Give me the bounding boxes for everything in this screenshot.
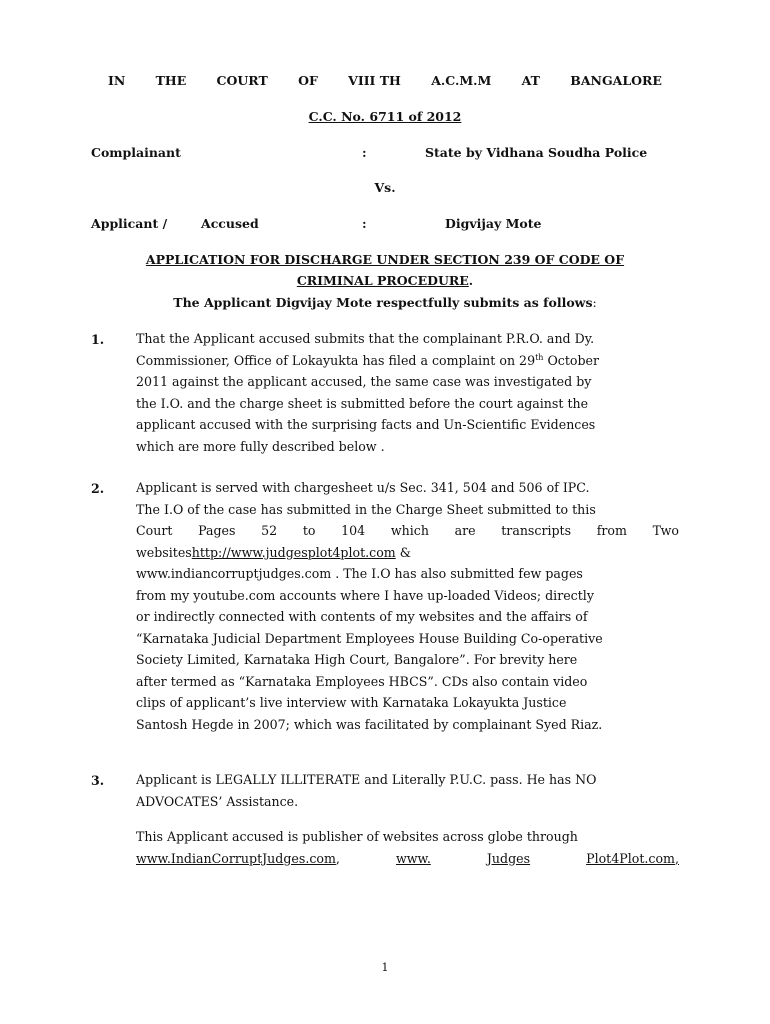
para-line-text: websites bbox=[136, 544, 192, 560]
website-link-text[interactable]: Plot4Plot.com bbox=[586, 850, 675, 866]
heading-word: IN bbox=[108, 73, 126, 88]
word: Court bbox=[136, 523, 173, 538]
application-title-line2 bbox=[0, 273, 770, 288]
para-line: Santosh Hegde in 2007; which was facilitated by complainant Syed Riaz. bbox=[136, 716, 603, 732]
paragraph-3 bbox=[136, 769, 679, 812]
para-line: applicant accused with the surprising facts and Un-Scientific Evidences bbox=[136, 417, 596, 432]
complainant-colon: : bbox=[362, 145, 367, 160]
word: Pages bbox=[198, 523, 236, 538]
para-line-text: Commissioner, Office of Lokayukta has filed a complaint on 29 bbox=[136, 352, 536, 368]
para-line bbox=[136, 848, 679, 870]
website-link-part[interactable]: Judges bbox=[486, 850, 531, 866]
intro-suffix: : bbox=[592, 295, 597, 310]
para-number: 3. bbox=[91, 773, 105, 788]
accused-label: Accused bbox=[201, 216, 259, 231]
applicant-label: Applicant / bbox=[91, 216, 168, 231]
para-line: Society Limited, Karnataka High Court, Bangalore”. For brevity here bbox=[136, 652, 578, 667]
para-line bbox=[136, 520, 679, 542]
application-title: APPLICATION FOR DISCHARGE UNDER SECTION 239 OF CODE OF bbox=[145, 252, 625, 267]
para-line: Applicant is served with chargesheet u/s Sec. 341, 504 and 506 of IPC. bbox=[136, 480, 590, 495]
page-number: 1 bbox=[381, 961, 389, 974]
para-line: 2011 against the applicant accused, the same case was investigated by bbox=[136, 374, 592, 389]
heading-word: BANGALORE bbox=[570, 73, 662, 88]
heading-word: A.C.M.M bbox=[431, 73, 492, 88]
title-line2-text: CRIMINAL PROCEDURE bbox=[296, 273, 469, 288]
intro-text: The Applicant Digvijay Mote respectfully submits as follows bbox=[173, 295, 593, 310]
complainant-value: State by Vidhana Soudha Police bbox=[425, 145, 648, 160]
website-link-part[interactable]: www. bbox=[395, 850, 431, 866]
word: from bbox=[596, 523, 627, 538]
website-link[interactable]: http://www.judgesplot4plot.com bbox=[191, 544, 396, 560]
heading-word: VIII TH bbox=[348, 73, 401, 88]
para-line: clips of applicant’s live interview with Karnataka Lokayukta Justice bbox=[136, 695, 567, 710]
para-line: from my youtube.com accounts where I have up-loaded Videos; directly bbox=[136, 587, 594, 603]
para-line bbox=[136, 542, 679, 564]
website-link[interactable]: www.IndianCorruptJudges.com bbox=[136, 850, 336, 866]
applicant-colon: : bbox=[362, 216, 367, 231]
para-line: after termed as “Karnataka Employees HBCS”. CDs also contain video bbox=[136, 673, 588, 689]
word: which bbox=[390, 523, 429, 538]
court-heading bbox=[108, 73, 662, 88]
heading-word: THE bbox=[155, 73, 187, 88]
word: are bbox=[454, 523, 476, 538]
para-number: 1. bbox=[91, 332, 105, 347]
comma: , bbox=[674, 850, 679, 866]
para-line: which are more fully described below . bbox=[136, 438, 385, 454]
word: to bbox=[302, 523, 316, 538]
paragraph-2 bbox=[136, 477, 679, 735]
intro-line bbox=[0, 295, 770, 310]
para-line: the I.O. and the charge sheet is submitted before the court against the bbox=[136, 395, 589, 411]
para-line: This Applicant accused is publisher of websites across globe through bbox=[136, 829, 578, 844]
website-link-part[interactable] bbox=[586, 848, 679, 870]
para-line: “Karnataka Judicial Department Employees House Building Co-operative bbox=[136, 630, 603, 646]
para-number: 2. bbox=[91, 481, 105, 496]
para-line: ADVOCATES’ Assistance. bbox=[136, 793, 299, 809]
word: Two bbox=[652, 523, 679, 538]
superscript: th bbox=[535, 352, 544, 362]
para-line-text: & bbox=[395, 544, 411, 560]
para-line: Applicant is LEGALLY ILLITERATE and Literally P.U.C. pass. He has NO bbox=[136, 772, 597, 787]
word: 104 bbox=[341, 523, 366, 538]
complainant-label: Complainant bbox=[91, 145, 181, 160]
paragraph-4 bbox=[136, 826, 679, 869]
para-line: The I.O of the case has submitted in the Charge Sheet submitted to this bbox=[136, 501, 596, 517]
para-line: www.indiancorruptjudges.com . The I.O has also submitted few pages bbox=[136, 566, 583, 581]
para-line bbox=[136, 350, 679, 372]
heading-word: AT bbox=[521, 73, 540, 88]
versus: Vs. bbox=[374, 180, 396, 195]
heading-word: COURT bbox=[216, 73, 268, 88]
paragraph-1 bbox=[136, 328, 679, 457]
word: transcripts bbox=[501, 523, 572, 538]
word: 52 bbox=[261, 523, 278, 538]
title-line2-suffix: . bbox=[468, 273, 474, 288]
para-line: That the Applicant accused submits that the complainant P.R.O. and Dy. bbox=[136, 331, 595, 346]
para-line: or indirectly connected with contents of my websites and the affairs of bbox=[136, 609, 588, 624]
case-number: C.C. No. 6711 of 2012 bbox=[308, 109, 462, 124]
para-line-text: October bbox=[543, 352, 600, 368]
applicant-value: Digvijay Mote bbox=[445, 216, 542, 231]
comma: , bbox=[335, 850, 340, 866]
heading-word: OF bbox=[298, 73, 318, 88]
